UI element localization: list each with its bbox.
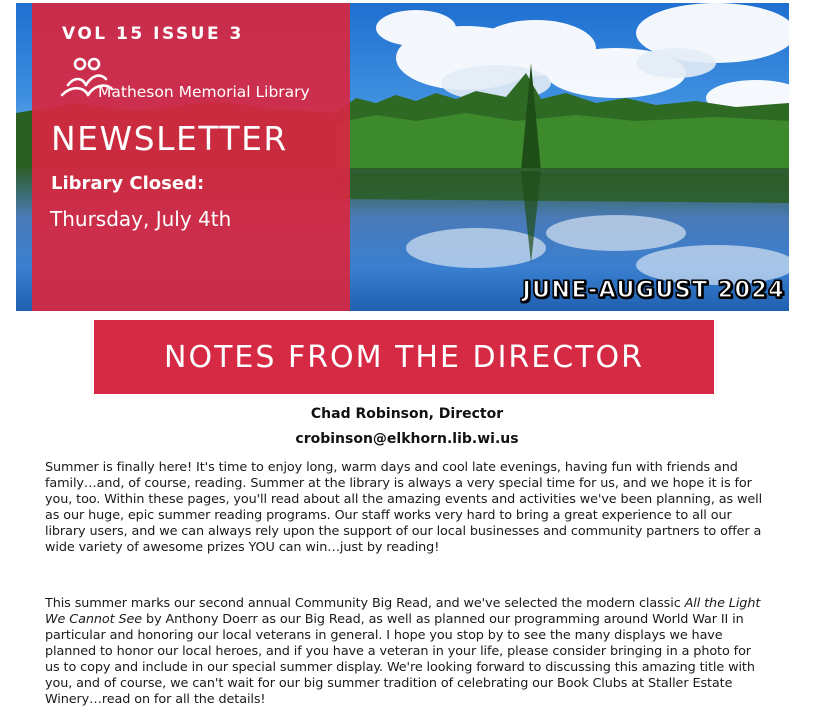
director-name: Chad Robinson, Director bbox=[310, 406, 504, 422]
library-logo bbox=[54, 53, 344, 111]
season-dates: JUNE-AUGUST 2024 bbox=[522, 278, 785, 303]
body-paragraph: Summer is finally here! It's time to enjoy long, warm days and cool late evenings, having fun with friends and family…and, of course, reading. Summer at the library is always a very special time for us, and we hope it is for you, too. Within these pages, you'll read about all the amazing events and activities we've been planning, as well as our huge, epic summer reading programs. Our staff works very hard to bring a great experience to all our library users, and we can always rely upon the support of our local businesses and community partners to offer a wide variety of awesome prizes YOU can win…just by reading! bbox=[45, 460, 763, 555]
closure-date: Thursday, July 4th bbox=[50, 207, 232, 231]
closure-label: Library Closed: bbox=[51, 173, 205, 194]
section-title: NOTES FROM THE DIRECTOR bbox=[164, 339, 644, 375]
section-banner bbox=[94, 320, 714, 394]
paragraph-text: This summer marks our second annual Community Big Read, and we've selected the modern classic bbox=[45, 596, 685, 611]
body-paragraph bbox=[45, 596, 768, 708]
hero-banner bbox=[16, 3, 789, 311]
director-email[interactable]: crobinson@elkhorn.lib.wi.us bbox=[295, 431, 519, 447]
issue-number: VOL 15 ISSUE 3 bbox=[62, 24, 244, 44]
book-title: All the Light We Cannot See bbox=[45, 596, 761, 627]
paragraph-text: by Anthony Doerr as our Big Read, as well as planned our programming around World War II in particular and honoring our local veterans in general. I hope you stop by to see the many displays we have planned to honor our local heroes, and if you have a veteran in your life, please consider bringing in a photo for us to copy and include in our special summer display. We're looking forward to discussing this amazing title with you, and of course, we can't wait for our big summer tradition of celebrating our Book Clubs at Staller Estate Winery…read on for all the details! bbox=[45, 612, 755, 707]
library-name: Matheson Memorial Library bbox=[98, 83, 310, 101]
newsletter-heading: NEWSLETTER bbox=[51, 119, 288, 158]
